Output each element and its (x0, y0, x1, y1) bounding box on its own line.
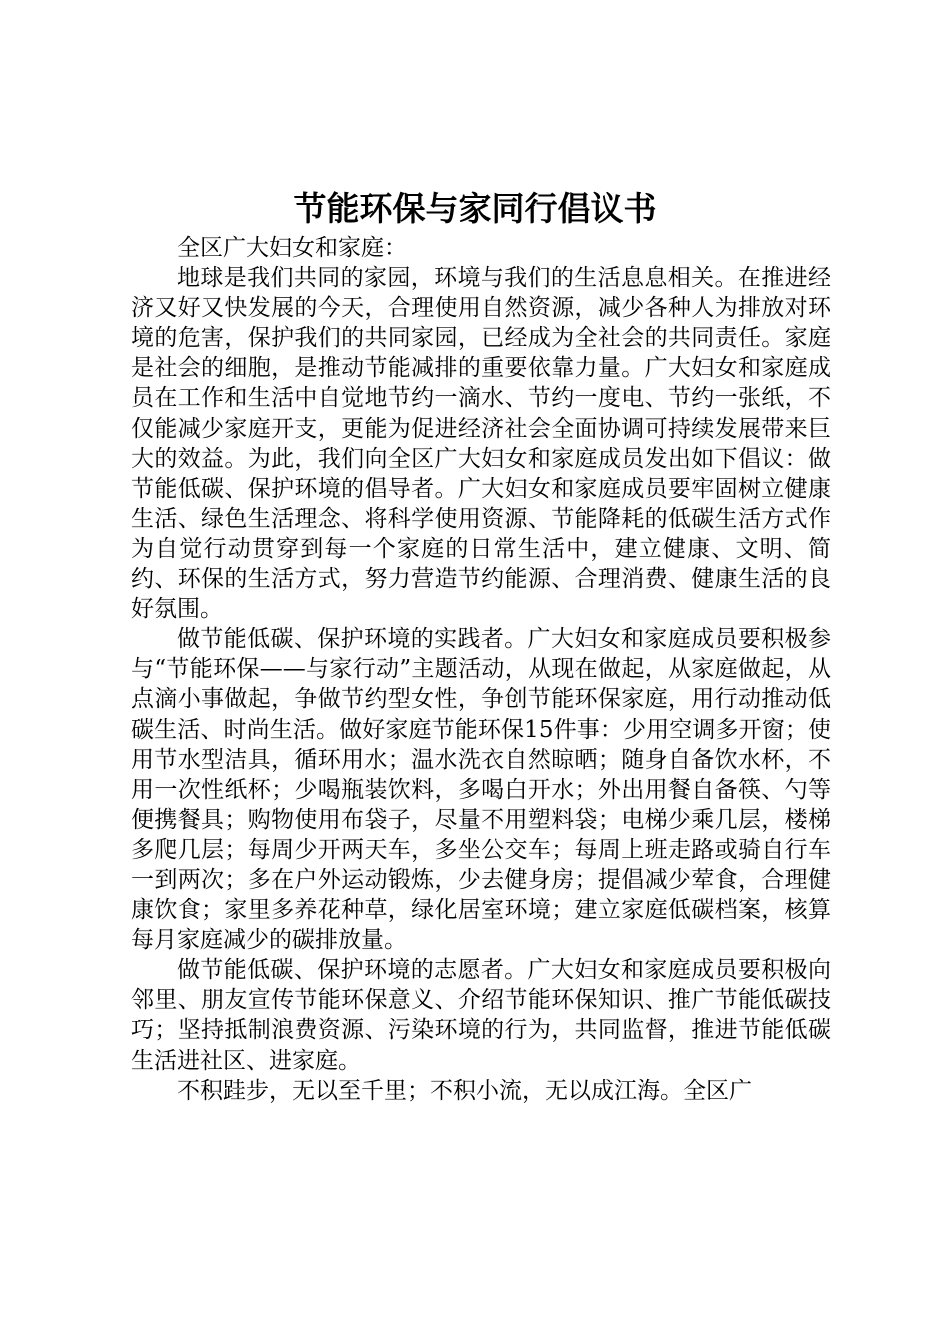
document-title: 节能环保与家同行倡议书 (293, 189, 657, 228)
salutation: 全区广大妇女和家庭： (177, 235, 407, 261)
paragraph: 做节能低碳、保护环境的实践者。广大妇女和家庭成员要积极参与“节能环保——与家行动”主题活动，从现在做起，从家庭做起，从点滴小事做起，争做节约型女性，争创节能环保家庭，用行动推动低碳生活、时尚生活。做好家庭节能环保15件事：少用空调多开窗；使用节水型洁具，循环用水；温水洗衣自然晾晒；随身自备饮水杯，不用一次性纸杯；少喝瓶装饮料，多喝白开水；外出用餐自备筷、勺等便携餐具；购物使用布袋子，尽量不用塑料袋；电梯少乘几层，楼梯多爬几层；每周少开两天车，多坐公交车；每周上班走路或骑自行车一到两次；多在户外运动锻炼，少去健身房；提倡减少荤食，合理健康饮食；家里多养花种草，绿化居室环境；建立家庭低碳档案，核算每月家庭减少的碳排放量。 (131, 626, 831, 954)
document-body (131, 233, 831, 1106)
paragraph: 不积跬步，无以至千里；不积小流，无以成江海。全区广 (177, 1077, 752, 1104)
paragraph: 地球是我们共同的家园，环境与我们的生活息息相关。在推进经济又好又快发展的今天，合理使用自然资源，减少各种人为排放对环境的危害，保护我们的共同家园，已经成为全社会的共同责任。家庭是社会的细胞，是推动节能减排的重要依靠力量。广大妇女和家庭成员在工作和生活中自觉地节约一滴水、节约一度电、节约一张纸，不仅能减少家庭开支，更能为促进经济社会全面协调可持续发展带来巨大的效益。为此，我们向全区广大妇女和家庭成员发出如下倡议：做节能低碳、保护环境的倡导者。广大妇女和家庭成员要牢固树立健康生活、绿色生活理念、将科学使用资源、节能降耗的低碳生活方式作为自觉行动贯穿到每一个家庭的日常生活中，建立健康、文明、简约、环保的生活方式，努力营造节约能源、合理消费、健康生活的良好氛围。 (131, 265, 831, 623)
paragraph: 做节能低碳、保护环境的志愿者。广大妇女和家庭成员要积极向邻里、朋友宣传节能环保意义、介绍节能环保知识、推广节能低碳技巧；坚持抵制浪费资源、污染环境的行为，共同监督，推进节能低碳生活进社区、进家庭。 (131, 957, 831, 1074)
